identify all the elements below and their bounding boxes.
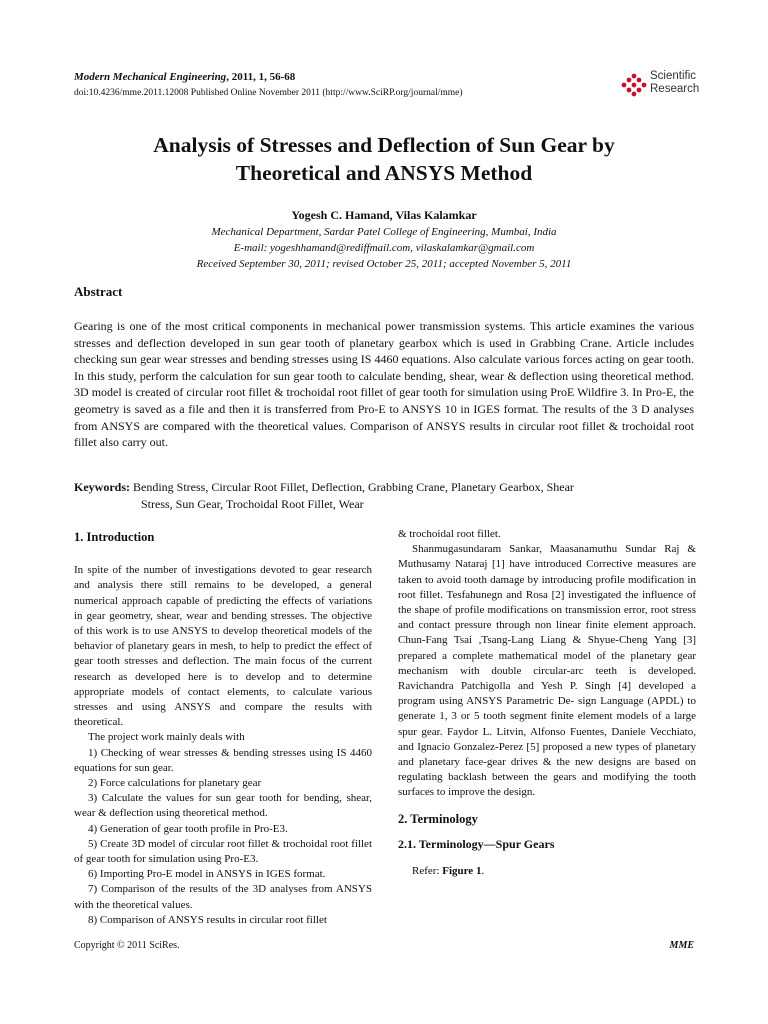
list-item: 1) Checking of wear stresses & bending stresses using IS 4460 equations for sun gear. [74,746,372,774]
refer-line [398,864,696,879]
email-line: E-mail: yogeshhamand@rediffmail.com, vilaskalamkar@gmail.com [233,242,535,254]
keywords-label: Keywords: [74,480,130,494]
doi-line: doi:10.4236/mme.2011.12008 Published Online November 2011 (http://www.SciRP.org/journal/mme) [74,88,463,98]
keywords-line-2: Stress, Sun Gear, Trochoidal Root Fillet, Wear [141,496,364,511]
list-item: 8) Comparison of ANSYS results in circular root fillet [88,913,327,926]
list-continuation: & trochoidal root fillet. [398,528,501,540]
journal-citation [74,71,594,84]
list-item: 5) Create 3D model of circular root fillet & trochoidal root fillet of gear tooth for simulation using Pro-E3. [74,837,372,866]
title-line-2: Theoretical and ANSYS Method [235,161,533,185]
paper-title [74,131,694,187]
left-column [74,530,372,928]
title-line-1: Analysis of Stresses and Deflection of Sun Gear by [153,133,615,157]
right-column [398,527,696,879]
figure-1-link[interactable]: Figure 1 [442,865,482,878]
list-item: 2) Force calculations for planetary gear [88,777,262,790]
journal-header [74,71,594,99]
journal-name: Modern Mechanical Engineering [74,71,227,83]
section-heading-introduction: 1. Introduction [74,530,155,544]
authors: Yogesh C. Hamand, Vilas Kalamkar [291,208,477,222]
received-line: Received September 30, 2011; revised October 25, 2011; accepted November 5, 2011 [196,258,572,270]
affiliation-block [74,224,694,272]
section-heading-terminology: 2. Terminology [398,811,478,826]
logo-line-1: Scientific [650,70,697,82]
refer-period: . [481,865,485,878]
journal-abbrev: MME [669,940,694,951]
logo-line-2: Research [650,83,700,95]
list-item: 3) Calculate the values for sun gear tooth for bending, shear, wear & deflection using theoretical method. [74,792,372,820]
intro-paragraph: In spite of the number of investigations devoted to gear research and analysis there still remains to be developed, a general numerical approach capable of predicting the effects of variations in gear geometry, shear, wear and bending stresses. The objective of this work is to use ANSYS to develop theoretical models of the behavior of planetary gears in mesh, to help to predict the effect of gear tooth stresses and deflection. The main focus of the current research as developed here is to develop and to determine appropriate models of contact elements, to calculate various stresses and using ANSYS and compare the results with theoretical. [74,564,372,729]
publisher-logo [621,70,701,100]
scirp-logo-icon [621,73,647,97]
keywords [74,479,694,512]
page-footer [74,940,694,951]
copyright: Copyright © 2011 SciRes. [74,940,180,951]
refer-label: Refer: [412,865,443,878]
affiliation: Mechanical Department, Sardar Patel College of Engineering, Mumbai, India [211,226,557,238]
abstract-heading: Abstract [74,284,123,299]
keywords-line-1: Bending Stress, Circular Root Fillet, Deflection, Grabbing Crane, Planetary Gearbox, Shear [133,480,574,494]
logo-text [650,70,699,96]
abstract-text: Gearing is one of the most critical components in mechanical power transmission systems. This article examines the various stresses and deflection developed in sun gear tooth of planetary gearbox which is used in Grabbing Crane. Article includes checking sun gear wear stresses and bending stresses using IS 4460 equations. Also calculate various forces acting on gear tooth. In this study, perform the calculation for sun gear tooth to calculate bending, shear, wear & deflection using theoretical method. 3D model is created of circular root fillet & trochoidal root fillet of gear tooth for simulation using ProE Wildfire 3. In Pro-E, the geometry is saved as a file and then it is transferred from Pro-E to ANSYS 10 in IGES format. The results of the 3 D analyses from ANSYS are compared with the theoretical values. Comparison of ANSYS results in circular root fillet & trochoidal root fillet also carry out. [74,319,694,450]
list-item: 7) Comparison of the results of the 3D analyses from ANSYS with the theoretical values. [74,883,372,911]
list-item: 6) Importing Pro-E model in ANSYS in IGES format. [88,868,326,881]
project-work-lead: The project work mainly deals with [88,731,245,744]
journal-volume: , 2011, 1, 56-68 [226,71,296,83]
list-item: 4) Generation of gear tooth profile in Pro-E3. [88,822,288,835]
subsection-heading-spur-gears: 2.1. Terminology—Spur Gears [398,836,555,851]
literature-paragraph: Shanmugasundaram Sankar, Maasanamuthu Sundar Raj & Muthusamy Nataraj [1] have introduced Corrective measures are taken to avoid tooth damage by introducing profile modification in root fillet. Tesfahunegn and Rosa [2] investigated the influence of the shape of profile modifications on transmission error, root stress and contact pressure through non linear finite element approach. Chun-Fang Tsai ,Tsang-Lang Liang & Shyue-Cheng Yang [3] prepared a complete mathematical model of the planetary gear mechanism with double circular-arc teeth is developed. Ravichandra Patchigolla and Yesh P. Singh [4] developed a program using ANSYS Parametric De- sign Language (APDL) to generate 1, 3 or 5 tooth segment finite element models of a large spur gear. Faydor L. Litvin, Alfonso Fuentes, Daniele Vecchiato, and Ignacio Gonzalez-Perez [5] proposed a new types of planetary and planetary face-gear drives & the new designs are based on regulating backlash between the gears and modifying the tooth surfaces to improve the design. [398,543,696,799]
